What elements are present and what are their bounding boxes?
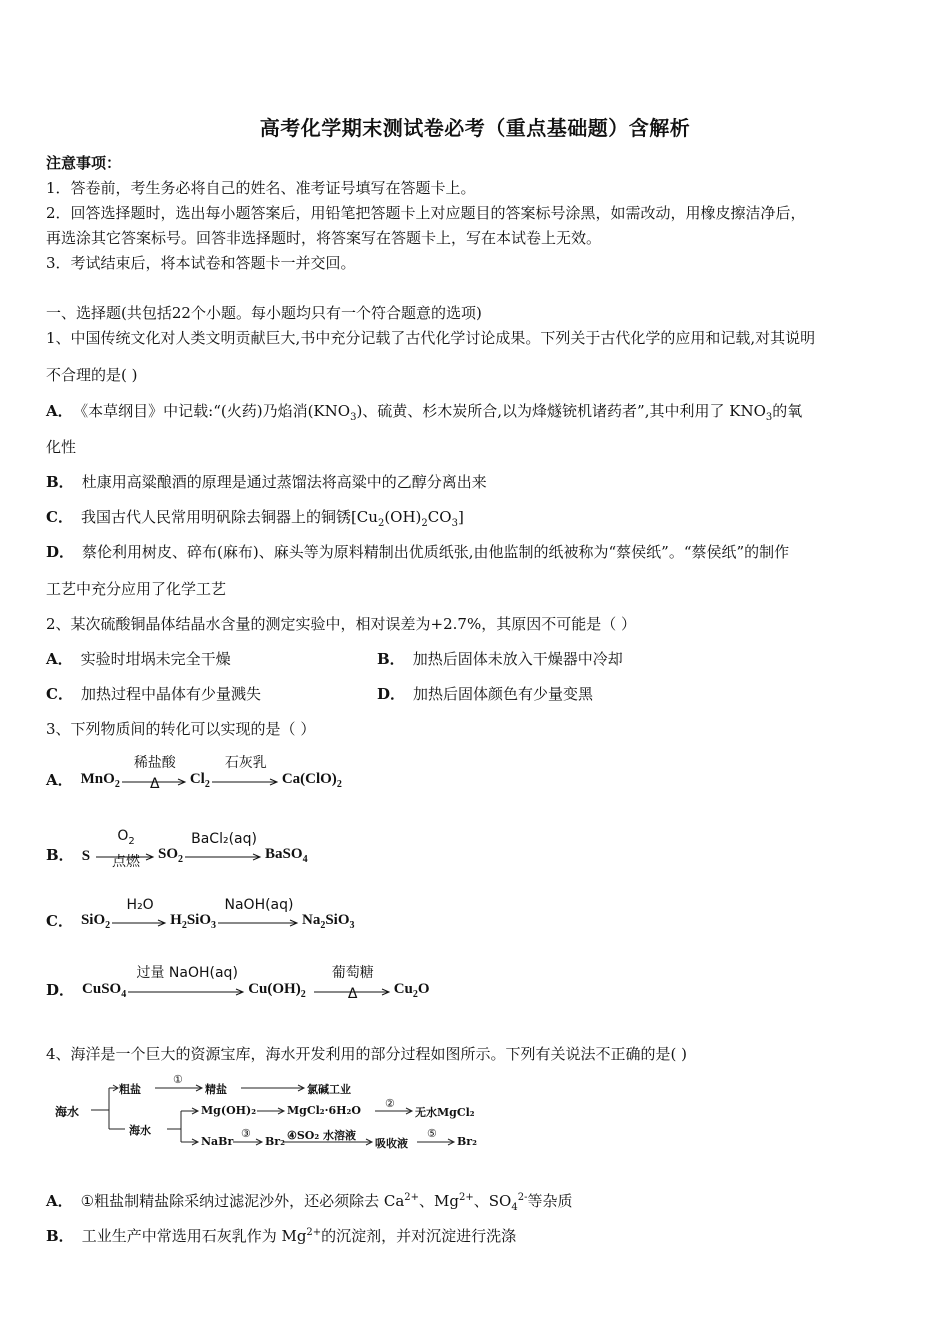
seawater-flow-diagram <box>55 1070 515 1160</box>
q1-option-d-cont: 工艺中充分应用了化学工艺 <box>46 580 227 598</box>
notice-item-1: 1．答卷前，考生务必将自己的姓名、准考证号填写在答题卡上。 <box>46 179 476 197</box>
reaction-arrow: 过量 NaOH(aq) <box>128 962 246 1002</box>
notice-item-2-cont: 再选涂其它答案标号。回答非选择题时，将答案写在答题卡上，写在本试卷上无效。 <box>46 229 602 247</box>
reaction-arrow: NaOH(aq) <box>218 893 300 933</box>
reaction-arrow: 石灰乳 <box>212 752 280 792</box>
reaction-arrow: 葡萄糖 Δ <box>314 962 392 1002</box>
flow-br2-a: Br₂ <box>265 1135 285 1148</box>
q3-option-d: D． CuSO$_4$ 过量 NaOH(aq) $Cu(OH)_2$ 葡萄糖 Δ $Cu_2O$ <box>46 962 430 1002</box>
page-title: 高考化学期末测试卷必考（重点基础题）含解析 <box>259 116 691 140</box>
flow-mgcl2-hydrate: MgCl₂·6H₂O <box>287 1104 361 1117</box>
q4-option-b: B． 工业生产中常选用石灰乳作为 $Mg^{2+}$的沉淀剂，并对沉淀进行洗涤 <box>46 1227 517 1245</box>
notice-heading: 注意事项： <box>46 154 122 172</box>
flow-seawater-2: 海水 <box>129 1124 151 1137</box>
flow-step-5: ⑤ <box>427 1127 437 1140</box>
q2-option-b: B． 加热后固体未放入干燥器中冷却 <box>377 650 623 668</box>
q1-option-b: B． 杜康用高粱酿酒的原理是通过蒸馏法将高粱中的乙醇分离出来 <box>46 473 487 491</box>
flow-fine-salt: 精盐 <box>205 1083 227 1096</box>
flow-br2-b: Br₂ <box>457 1135 477 1148</box>
flow-mgoh2: Mg(OH)₂ <box>201 1104 257 1117</box>
flow-chlor-alkali: 氯碱工业 <box>307 1083 351 1096</box>
flow-step-3: ③ <box>241 1127 251 1140</box>
flow-crude-salt: 粗盐 <box>119 1083 141 1096</box>
flow-nabr: NaBr <box>201 1135 234 1148</box>
q2-option-d: D． 加热后固体颜色有少量变黑 <box>377 685 594 703</box>
flow-step-2: ② <box>385 1097 395 1110</box>
flow-step-1: ① <box>173 1073 183 1086</box>
flow-absorb-solution: 吸收液 <box>375 1137 408 1150</box>
q2-option-a: A． 实验时坩埚未完全干燥 <box>46 650 231 668</box>
notice-item-3: 3．考试结束后，将本试卷和答题卡一并交回。 <box>46 254 356 272</box>
q4-stem: 4、海洋是一个巨大的资源宝库，海水开发利用的部分过程如图所示。下列有关说法不正确的是( ) <box>46 1045 688 1063</box>
flow-step-4: ④SO₂ 水溶液 <box>287 1129 357 1142</box>
reaction-arrow: 稀盐酸 Δ <box>122 752 188 792</box>
flow-anhydrous-mgcl2: 无水MgCl₂ <box>415 1106 475 1119</box>
reaction-arrow: H₂O <box>112 893 168 933</box>
q1-option-d: D． 蔡伦利用树皮、碎布(麻布)、麻头等为原料精制出优质纸张,由他监制的纸被称为“蔡侯纸”。“蔡侯纸”的制作 <box>46 543 790 561</box>
q1-option-a-cont: 化性 <box>46 438 77 456</box>
flow-seawater: 海水 <box>55 1105 80 1119</box>
q1-stem: 1、中国传统文化对人类文明贡献巨大,书中充分记载了古代化学讨论成果。下列关于古代化学的应用和记载,对其说明 <box>46 329 816 347</box>
notice-item-2: 2．回答选择题时，选出每小题答案后，用铅笔把答题卡上对应题目的答案标号涂黑，如需改动，用橡皮擦洁净后， <box>46 204 806 222</box>
q4-option-a: A． ①粗盐制精盐除采纳过滤泥沙外，还必须除去 $Ca^{2+}$、$Mg^{2+}$、$SO_4^{2-}$等杂质 <box>46 1192 573 1213</box>
section-heading: 一、选择题(共包括22个小题。每小题均只有一个符合题意的选项) <box>46 304 482 322</box>
reaction-arrow: $O_2$ 点燃 <box>96 827 156 867</box>
q1-option-a: A． 《本草纲目》中记载:“(火药)乃焰消$(KNO_3)$、硫黄、杉木炭所合,以为烽燧铳机诸药者”,其中利用了 $KNO_3$的氧 <box>46 402 803 423</box>
q1-stem-cont: 不合理的是( ) <box>46 366 138 384</box>
q3-option-b: B． S $O_2$ 点燃 $SO_2$ BaCl₂(aq) BaSO$_4$ <box>46 828 308 870</box>
q2-option-c: C． 加热过程中晶体有少量溅失 <box>46 685 261 703</box>
q1-option-c: C． 我国古代人民常用明矾除去铜器上的铜锈$[Cu_2(OH)_2CO_3]$ <box>46 508 464 529</box>
q2-stem: 2、某次硫酸铜晶体结晶水含量的测定实验中，相对误差为+2.7%，其原因不可能是（ ） <box>46 615 636 633</box>
option-key: A． <box>46 402 73 420</box>
q3-option-a: A． MnO$_2$ 稀盐酸 Δ $Cl_2$ 石灰乳 $Ca(ClO)_2$ <box>46 752 342 792</box>
reaction-arrow: BaCl₂(aq) <box>185 827 263 867</box>
q3-stem: 3、下列物质间的转化可以实现的是（ ） <box>46 720 316 738</box>
q3-option-c: C． SiO$_2$ H₂O $H_2SiO_3$ NaOH(aq) $Na_2SiO_3$ <box>46 893 355 933</box>
